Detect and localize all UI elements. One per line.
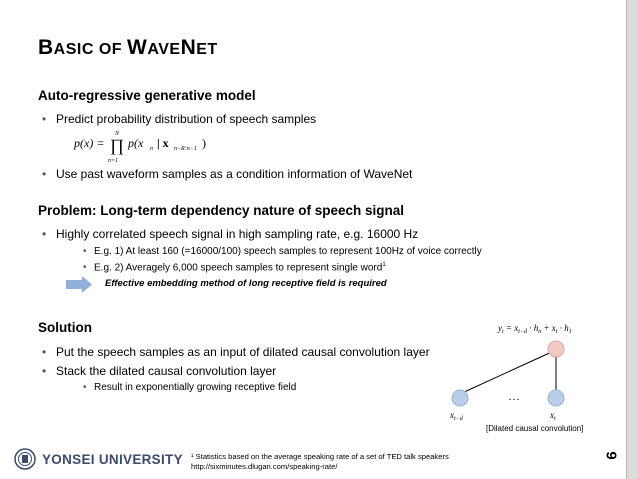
subbullet-example-2: • E.g. 2) Averagely 6,000 speech samples to represent single word$^1$ [94, 262, 386, 273]
university-name: YONSEI UNIVERSITY [42, 451, 183, 467]
bullet-predict-distribution: • Predict probability distribution of speech samples [56, 112, 316, 126]
label-x-past: $x_{t-d}$ [450, 410, 463, 422]
svg-text:n=1: n=1 [108, 158, 119, 164]
diagram-caption: [Dilated causal convolution] [486, 424, 584, 433]
diagram-equation: $y_t = x_{t-d} \cdot h_n + x_t \cdot h_1$ [498, 323, 572, 335]
section-heading-solution: Solution [38, 320, 92, 335]
section-heading-autoregressive: Auto-regressive generative model [38, 88, 256, 103]
input-node-past [452, 390, 468, 406]
svg-text:| x: | x [157, 136, 169, 150]
svg-text:n: n [150, 146, 153, 152]
bullet-highly-correlated: • Highly correlated speech signal in high sampling rate, e.g. 16000 Hz [56, 227, 418, 241]
bullet-past-samples: • Use past waveform samples as a condition information of WaveNet [56, 167, 412, 181]
bullet-dilated-input: • Put the speech samples as an input of dilated causal convolution layer [56, 345, 430, 359]
subbullet-receptive-field: • Result in exponentially growing receptive field [94, 382, 296, 393]
footnote: ¹ Statistics based on the average speaking rate of a set of TED talk speakers http://sixminutes.dlugan.com/speaking-rate/ [191, 452, 449, 471]
section-heading-problem: Problem: Long-term dependency nature of speech signal [38, 203, 405, 218]
svg-text:p(x) =: p(x) = [74, 136, 105, 150]
subbullet-example-1: • E.g. 1) At least 160 (=16000/100) speech samples to represent 100Hz of voice correctly [94, 246, 482, 257]
svg-text:∏: ∏ [110, 136, 124, 155]
svg-text:N: N [115, 131, 120, 137]
svg-text:n−R:n−1: n−R:n−1 [174, 146, 197, 152]
autoregressive-formula [62, 124, 222, 166]
slide-title: BASIC OF WAVENET [38, 36, 218, 59]
right-sidebar-strip [626, 0, 638, 479]
dilated-causal-convolution-diagram [440, 318, 625, 423]
label-x-current: $x_t$ [550, 410, 556, 422]
output-node [548, 341, 564, 357]
callout-note: Effective embedding method of long receptive field is required [105, 278, 387, 289]
university-emblem-icon [14, 448, 36, 470]
diagram-ellipsis: … [508, 389, 520, 403]
arrow-right-icon [66, 276, 92, 293]
svg-text:p(x: p(x [128, 136, 144, 150]
university-logo [14, 448, 183, 470]
svg-text:): ) [202, 136, 206, 150]
bullet-stack-layers: • Stack the dilated causal convolution layer [56, 364, 276, 378]
input-node-current [548, 390, 564, 406]
page-number: 9 [602, 451, 620, 460]
